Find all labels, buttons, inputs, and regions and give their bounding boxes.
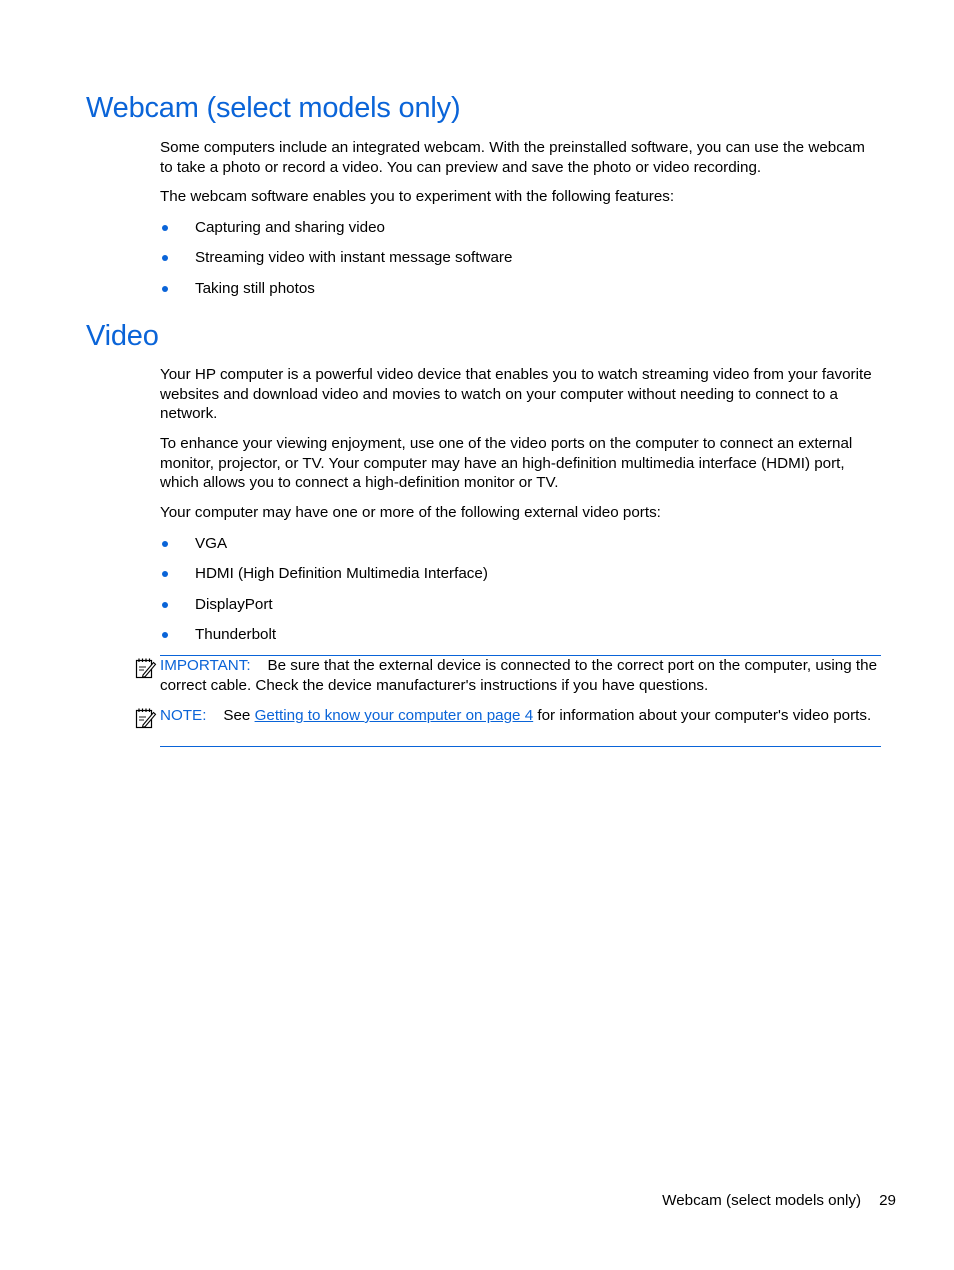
footer-section-title: Webcam (select models only) <box>662 1192 862 1209</box>
note-pencil-icon <box>134 656 158 680</box>
section-heading-video: Video <box>86 320 159 352</box>
webcam-features-intro: The webcam software enables you to experiment with the following features: <box>160 188 675 205</box>
bullet-icon <box>162 541 168 547</box>
list-item-text: VGA <box>195 535 228 552</box>
list-item-text: Streaming video with instant message software <box>195 249 513 266</box>
list-item-text: Capturing and sharing video <box>195 219 385 236</box>
video-ports-intro: Your computer may have one or more of the following external video ports: <box>160 504 661 521</box>
list-item-text: HDMI (High Definition Multimedia Interface) <box>195 565 488 582</box>
bullet-icon <box>162 571 168 577</box>
bullet-icon <box>162 225 168 231</box>
page-number: 29 <box>879 1192 896 1209</box>
video-paragraph-2: To enhance your viewing enjoyment, use one of the video ports on the computer to connect an external monitor, projector, or TV. Your computer may have an high-definition multimedia interface (HDMI) port, which allows you to connect a high-definition monitor or TV. <box>160 435 853 491</box>
list-item-text: Thunderbolt <box>195 626 277 643</box>
important-note <box>160 656 880 695</box>
note-top-rule <box>160 655 881 656</box>
note-pencil-icon <box>134 706 158 730</box>
webcam-intro-paragraph: Some computers include an integrated webcam. With the preinstalled software, you can use the webcam to take a photo or record a video. You can preview and save the photo or video recording. <box>160 139 865 176</box>
important-label: IMPORTANT: <box>160 657 251 674</box>
note-box <box>160 706 880 726</box>
bullet-icon <box>162 602 168 608</box>
important-text: Be sure that the external device is connected to the correct port on the computer, using the correct cable. Check the device manufacturer's instructions if you have questions. <box>160 657 878 694</box>
bullet-icon <box>162 286 168 292</box>
note-text-after: for information about your computer's video ports. <box>533 707 872 724</box>
cross-reference-link[interactable]: Getting to know your computer on page 4 <box>254 707 534 724</box>
bullet-icon <box>162 632 168 638</box>
section-heading-webcam: Webcam (select models only) <box>86 92 461 124</box>
page-footer <box>662 1191 896 1211</box>
note-text-before: See <box>223 707 255 724</box>
note-bottom-rule <box>160 746 881 747</box>
bullet-icon <box>162 255 168 261</box>
list-item-text: DisplayPort <box>195 596 273 613</box>
video-paragraph-1: Your HP computer is a powerful video device that enables you to watch streaming video from your favorite websites and download video and movies to watch on your computer without needing to connect to a network. <box>160 366 872 422</box>
note-label: NOTE: <box>160 707 207 724</box>
list-item-text: Taking still photos <box>195 280 315 297</box>
